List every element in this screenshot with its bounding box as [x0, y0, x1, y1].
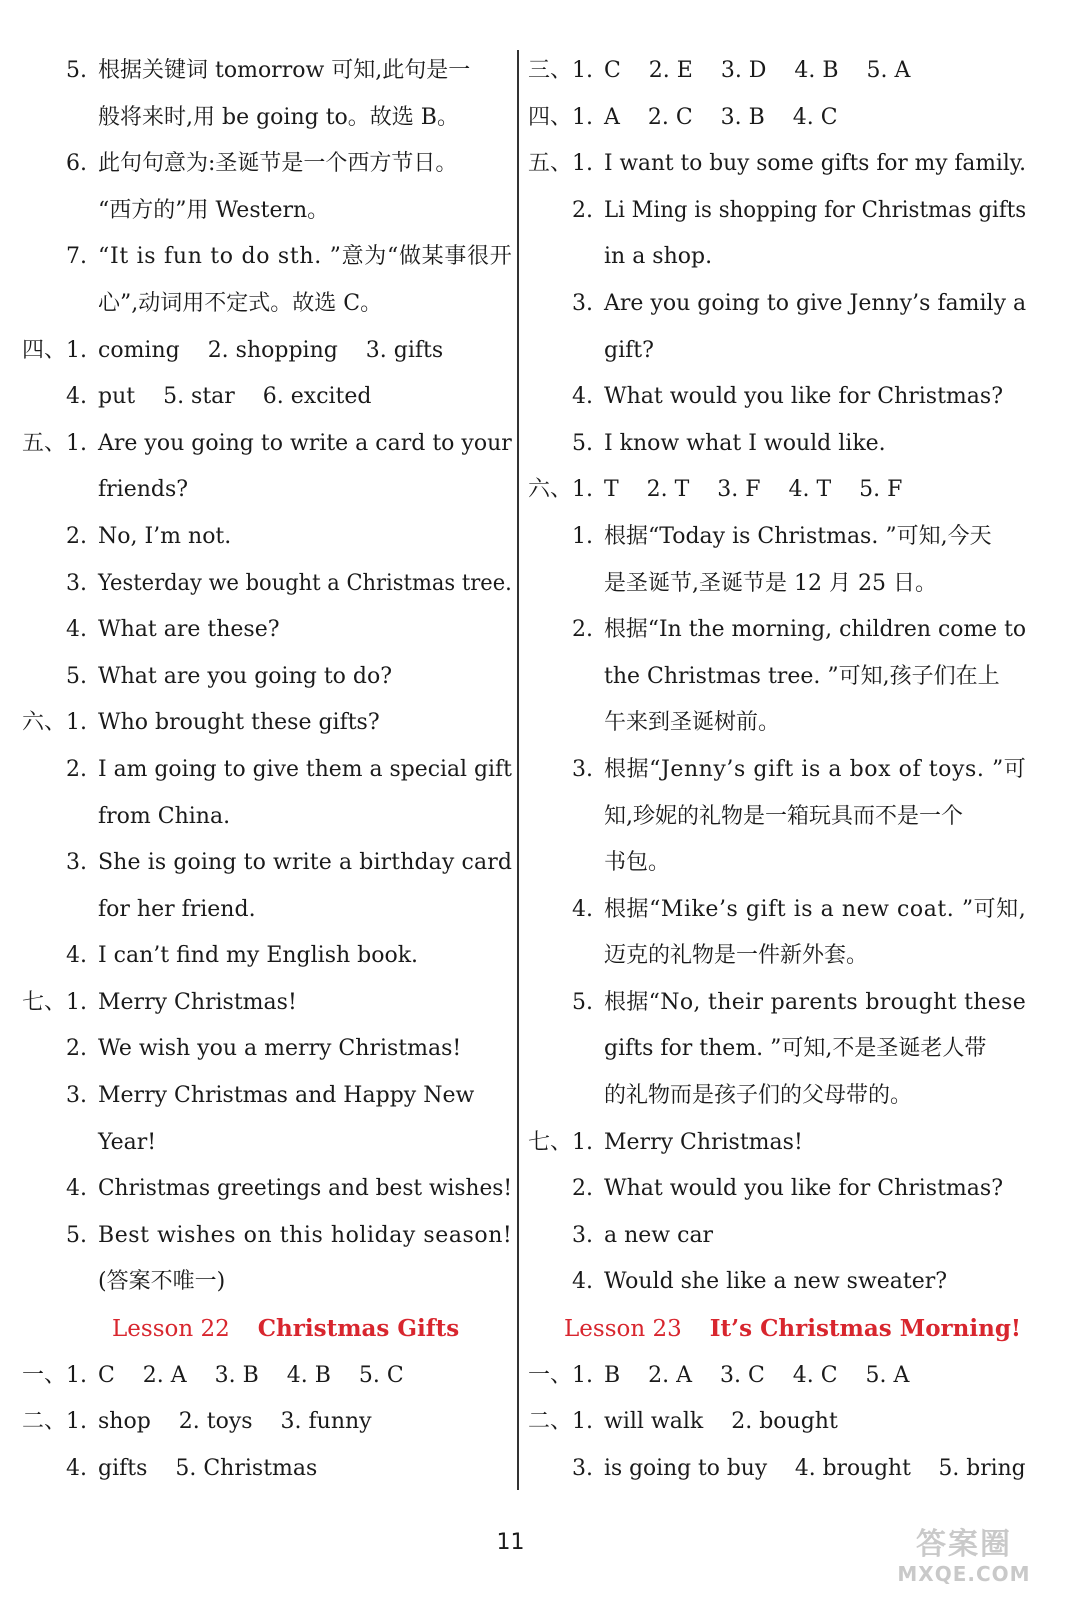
answer-line: [528, 607, 1026, 654]
answer-text: 根据“In the morning, children come to: [604, 617, 1027, 643]
answer-line: [528, 95, 1026, 142]
item-number: 1.: [572, 1409, 593, 1435]
answer-line: [528, 421, 1026, 468]
answer-line: [528, 514, 1026, 561]
item-number: 4.: [66, 1455, 87, 1481]
item-number: 1.: [572, 151, 593, 177]
item-number: 3.: [572, 756, 593, 782]
answer-text: 根据“Today is Christmas. ”可知,今天: [604, 523, 992, 549]
answer-text: I am going to give them a special gift: [98, 756, 512, 782]
answer-line: [22, 514, 512, 561]
answer-text: 书包。: [604, 850, 671, 876]
answer-text: 是圣诞节,圣诞节是 12 月 25 日。: [604, 570, 937, 596]
answer-text: coming 2. shopping 3. gifts: [98, 337, 444, 363]
answer-line: [528, 141, 1026, 188]
answer-text: What would you like for Christmas?: [604, 1176, 1003, 1202]
answer-continuation: [528, 328, 1026, 375]
answer-text: Are you going to give Jenny’s family a: [604, 290, 1027, 316]
answer-text: will walk 2. bought: [604, 1409, 838, 1435]
item-number: 1.: [66, 337, 87, 363]
item-number: 3.: [572, 1455, 593, 1481]
answer-line: [528, 1166, 1026, 1213]
item-number: 1.: [66, 989, 87, 1015]
item-number: 5.: [66, 1222, 87, 1248]
answer-continuation: [528, 234, 1026, 281]
answer-line: [22, 1073, 512, 1120]
answer-text: 般将来时,用 be going to。故选 B。: [98, 104, 459, 130]
answer-continuation: [528, 840, 1026, 887]
answer-continuation: [22, 794, 512, 841]
answer-text: C 2. A 3. B 4. B 5. C: [98, 1362, 404, 1388]
answer-text: 根据“No, their parents brought these: [604, 989, 1027, 1015]
section-marker: 五、: [528, 151, 573, 177]
item-number: 3.: [572, 290, 593, 316]
answer-line: [22, 561, 512, 608]
section-marker: 一、: [22, 1362, 67, 1388]
item-number: 7.: [66, 244, 87, 270]
answer-text: 心”,动词用不定式。故选 C。: [98, 290, 383, 316]
section-marker: 一、: [528, 1362, 573, 1388]
section-marker: 五、: [22, 430, 67, 456]
answer-continuation: [22, 1120, 512, 1167]
item-number: 1.: [572, 1362, 593, 1388]
answer-line: [528, 1446, 1026, 1493]
lesson-number: Lesson 22: [112, 1316, 230, 1343]
answer-line: [528, 374, 1026, 421]
answer-line: [22, 840, 512, 887]
answer-line: [22, 654, 512, 701]
item-number: 2.: [66, 1036, 87, 1062]
answer-line: [22, 374, 512, 421]
answer-line: [22, 933, 512, 980]
page-number: 11: [496, 1530, 525, 1555]
answer-line: [22, 141, 512, 188]
section-marker: 七、: [528, 1129, 573, 1155]
lesson-title: It’s Christmas Morning!: [709, 1315, 1022, 1343]
answer-text: “It is fun to do sth. ”意为“做某事很开: [98, 244, 513, 270]
answer-line: [528, 1259, 1026, 1306]
item-number: 4.: [572, 896, 593, 922]
answer-continuation: [22, 281, 512, 328]
answer-text: T 2. T 3. F 4. T 5. F: [604, 477, 903, 503]
answer-line: [22, 1446, 512, 1493]
answer-text: 午来到圣诞树前。: [604, 710, 781, 736]
answer-continuation: [528, 933, 1026, 980]
item-number: 4.: [66, 384, 87, 410]
item-number: 2.: [572, 1176, 593, 1202]
answer-line: [22, 1399, 512, 1446]
answer-text: Merry Christmas!: [98, 989, 297, 1015]
item-number: 5.: [572, 430, 593, 456]
item-number: 3.: [572, 1222, 593, 1248]
answer-continuation: [528, 794, 1026, 841]
section-marker: 七、: [22, 989, 67, 1015]
item-number: 2.: [572, 617, 593, 643]
item-number: 4.: [66, 943, 87, 969]
answer-text: 知,珍妮的礼物是一箱玩具而不是一个: [604, 803, 963, 829]
item-number: 2.: [66, 523, 87, 549]
answer-line: [528, 467, 1026, 514]
answer-continuation: [528, 1073, 1026, 1120]
answer-line: [22, 328, 512, 375]
answer-text: from China.: [98, 803, 231, 829]
item-number: 5.: [572, 989, 593, 1015]
answer-line: [528, 48, 1026, 95]
answer-text: gift?: [604, 337, 654, 363]
item-number: 5.: [66, 58, 87, 83]
answer-text: What are you going to do?: [98, 663, 393, 689]
answer-text: 此句句意为:圣诞节是一个西方节日。: [98, 151, 458, 177]
answer-text: 根据“Jenny’s gift is a box of toys. ”可: [604, 756, 1027, 782]
answer-line: [528, 1120, 1026, 1167]
answer-text: I can’t find my English book.: [98, 943, 419, 969]
answer-line: [528, 887, 1026, 934]
answer-text: A 2. C 3. B 4. C: [604, 104, 838, 130]
answer-line: [528, 980, 1026, 1027]
answer-text: gifts for them. ”可知,不是圣诞老人带: [604, 1036, 987, 1062]
answer-line: [528, 1353, 1026, 1400]
watermark-top: 答案圈: [916, 1527, 1012, 1562]
answer-text: 根据关键词 tomorrow 可知,此句是一: [98, 58, 471, 83]
item-number: 2.: [66, 756, 87, 782]
item-number: 3.: [66, 850, 87, 876]
answer-text: Merry Christmas!: [604, 1129, 803, 1155]
answer-text: a new car: [604, 1222, 714, 1248]
answer-line: [22, 421, 512, 468]
answer-continuation: [528, 700, 1026, 747]
watermark-logo: [879, 1527, 1049, 1594]
answer-text: C 2. E 3. D 4. B 5. A: [604, 58, 911, 83]
item-number: 1.: [66, 1362, 87, 1388]
answer-continuation: [22, 887, 512, 934]
section-marker: 二、: [22, 1409, 67, 1435]
answer-text: Li Ming is shopping for Christmas gifts: [604, 197, 1027, 223]
answer-line: [22, 234, 512, 281]
section-marker: 六、: [528, 477, 573, 503]
answer-text: B 2. A 3. C 4. C 5. A: [604, 1362, 910, 1388]
answer-text: the Christmas tree. ”可知,孩子们在上: [604, 663, 1000, 689]
item-number: 1.: [66, 710, 87, 736]
answer-line: [528, 747, 1026, 794]
answer-text: Yesterday we bought a Christmas tree.: [98, 570, 512, 596]
answer-text: No, I’m not.: [98, 523, 232, 549]
right-column: [528, 48, 1026, 1492]
answer-text: Christmas greetings and best wishes!: [98, 1176, 513, 1202]
column-divider: [517, 50, 519, 1490]
answer-text: (答案不唯一): [98, 1269, 226, 1295]
answer-text: Would she like a new sweater?: [604, 1269, 948, 1295]
answer-line: [528, 188, 1026, 235]
answer-line: [22, 700, 512, 747]
answer-line: [528, 281, 1026, 328]
item-number: 1.: [572, 1129, 593, 1155]
answer-text: We wish you a merry Christmas!: [98, 1036, 462, 1062]
answer-text: 根据“Mike’s gift is a new coat. ”可知,: [604, 896, 1027, 922]
answer-continuation: [22, 467, 512, 514]
left-column: [22, 48, 512, 1492]
answer-continuation: [528, 1026, 1026, 1073]
answer-text: Are you going to write a card to your: [98, 430, 512, 456]
answer-text: Year!: [98, 1129, 157, 1155]
answer-text: for her friend.: [98, 896, 256, 922]
answer-text: “西方的”用 Western。: [98, 197, 330, 223]
answer-line: [22, 980, 512, 1027]
item-number: 6.: [66, 151, 87, 177]
item-number: 3.: [66, 570, 87, 596]
item-number: 1.: [66, 430, 87, 456]
answer-text: Merry Christmas and Happy New: [98, 1083, 475, 1109]
section-marker: 四、: [22, 337, 67, 363]
answer-text: 的礼物而是孩子们的父母带的。: [604, 1083, 913, 1109]
item-number: 4.: [572, 384, 593, 410]
answer-text: gifts 5. Christmas: [98, 1455, 318, 1481]
answer-text: What would you like for Christmas?: [604, 384, 1003, 410]
item-number: 1.: [572, 104, 593, 130]
answer-continuation: [22, 95, 512, 142]
answer-text: is going to buy 4. brought 5. bring: [604, 1455, 1026, 1481]
lesson-title: Christmas Gifts: [257, 1315, 460, 1343]
answer-line: [528, 1399, 1026, 1446]
section-marker: 四、: [528, 104, 573, 130]
answer-text: Best wishes on this holiday season!: [98, 1222, 513, 1248]
answer-line: [22, 1213, 512, 1260]
answer-continuation: [528, 654, 1026, 701]
section-marker: 六、: [22, 710, 67, 736]
answer-line: [22, 1026, 512, 1073]
item-number: 2.: [572, 197, 593, 223]
answer-line: [22, 747, 512, 794]
answer-text: in a shop.: [604, 244, 713, 270]
item-number: 1.: [572, 523, 593, 549]
section-marker: 三、: [528, 58, 573, 83]
item-number: 3.: [66, 1083, 87, 1109]
answer-text: friends?: [98, 477, 189, 503]
answer-line: [22, 1353, 512, 1400]
answer-text: 迈克的礼物是一件新外套。: [604, 943, 869, 969]
item-number: 4.: [572, 1269, 593, 1295]
lesson-number: Lesson 23: [564, 1316, 682, 1343]
item-number: 4.: [66, 617, 87, 643]
item-number: 5.: [66, 663, 87, 689]
answer-line: [528, 1213, 1026, 1260]
answer-text: I want to buy some gifts for my family.: [604, 151, 1027, 177]
answer-text: She is going to write a birthday card: [98, 850, 513, 876]
answer-line: [22, 1166, 512, 1213]
section-marker: 二、: [528, 1409, 573, 1435]
answer-line: [22, 607, 512, 654]
item-number: 1.: [572, 58, 593, 83]
item-number: 4.: [66, 1176, 87, 1202]
answer-text: I know what I would like.: [604, 430, 886, 456]
answer-continuation: [22, 1259, 512, 1306]
item-number: 1.: [572, 477, 593, 503]
answer-text: put 5. star 6. excited: [98, 384, 372, 410]
answer-line: [22, 48, 512, 95]
item-number: 1.: [66, 1409, 87, 1435]
lesson-heading: [528, 1306, 1026, 1353]
watermark-bottom: MXQE.COM: [897, 1562, 1031, 1586]
answer-text: shop 2. toys 3. funny: [98, 1409, 372, 1435]
answer-text: What are these?: [98, 617, 280, 643]
answer-continuation: [528, 561, 1026, 608]
answer-continuation: [22, 188, 512, 235]
answer-text: Who brought these gifts?: [98, 710, 380, 736]
lesson-heading: [22, 1306, 512, 1353]
